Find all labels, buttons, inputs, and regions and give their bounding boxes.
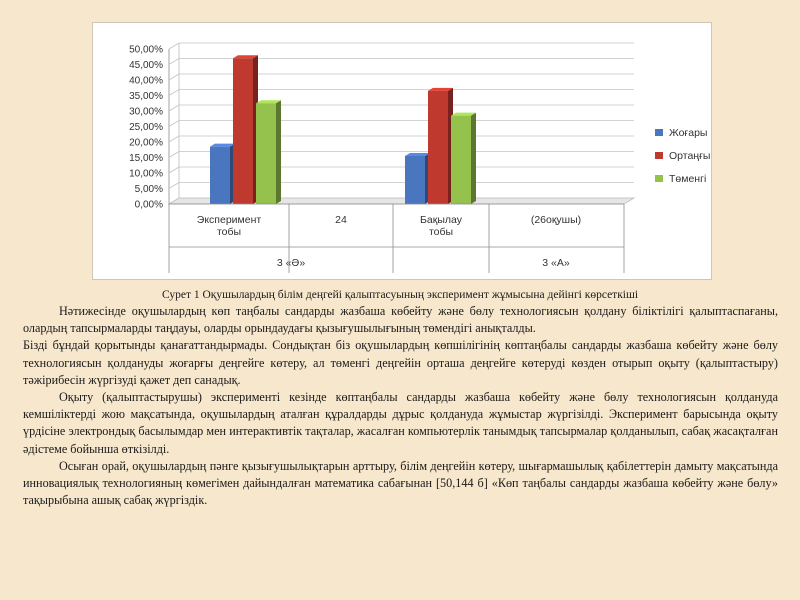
paragraph-2: Бізді бұндай қорытынды қанағаттандырмады. Сондықтан біз оқушылардың көпшілігінің көптаңбалы сандарды жазбаша көбейту және бөлу технологиясын қолдануды жоғарғы деңгейге көтеру, ал төменгі деңгейін орташа деңгейге көтеруді көзден отырып оқыту (қалыптастыру) тәжірибесін жүргізуді қажет деп санадық. [23, 338, 778, 387]
y-tick-label: 50,00% [129, 44, 163, 56]
paragraph-4: Осыған орай, оқушылардың пәнге қызығушылықтарын арттыру, білім деңгейін көтеру, шығармашылық қабілеттерін дамыту мақсатында инновациялық технологияның көмегімен дайындалған математика сабағынан [50,144 б] «Көп таңбалы сандарды жазбаша көбейту және бөлу» тақырыбына ашық сабақ жүргіздік. [23, 458, 778, 508]
bar-chart [93, 23, 713, 281]
gridline-diag [169, 121, 179, 127]
y-tick-label: 30,00% [129, 106, 163, 118]
gridline-diag [169, 90, 179, 96]
bar-side [471, 113, 476, 204]
legend-label: Жоғары [669, 127, 708, 139]
bar [256, 103, 276, 204]
y-tick-label: 35,00% [129, 91, 163, 102]
x-group-label: 3 «А» [542, 257, 570, 269]
legend-label: Ортаңғы [669, 150, 711, 162]
legend-swatch [655, 175, 663, 182]
paragraph-3: Оқыту (қалыптастырушы) эксперименті кезінде көптаңбалы сандарды жазбаша көбейту және бөлу технологиясын қолдануда кемшіліктерді жою мақсатында, оқушылардың аталған құралдарды дұрыс қолдануда жұмыстар жүргізілді. Эксперимент барысында оқыту үрдісіне электрондық басылымдар мен интерактивтік тақталар, жасалған компьютерлік танымдық тапсырмалар қолданылып, сабақ жасақталған әдістеме бойынша өткізілді. [23, 390, 778, 456]
y-tick-label: 45,00% [129, 60, 163, 71]
bar [451, 116, 471, 204]
gridline-diag [169, 43, 179, 49]
y-tick-label: 0,00% [134, 199, 163, 211]
gridline-diag [169, 183, 179, 189]
bar [233, 58, 253, 204]
y-tick-label: 40,00% [129, 75, 163, 87]
bar [428, 91, 448, 204]
chart-frame [92, 22, 712, 280]
paragraph-1: Нәтижесінде оқушылардың көп таңбалы сандарды жазбаша көбейту және бөлу технологиясын қолдану біліктілігі қалыптаспағаны, олардың тапсырмаларды таңдауы, оларды орындаудағы қызығушылығының төмендігі анықталды. [23, 304, 778, 336]
gridline-diag [169, 152, 179, 158]
legend-label: Төменгі [669, 173, 707, 185]
bar-side [276, 100, 281, 204]
x-category-label: Эксперимент тобы [196, 214, 262, 238]
x-group-label: 3 «Ә» [276, 257, 306, 269]
gridline-diag [169, 59, 179, 65]
gridline-diag [169, 136, 179, 142]
y-tick-label: 10,00% [129, 168, 163, 180]
legend-swatch [655, 129, 663, 136]
bar [405, 156, 425, 204]
gridline-diag [169, 105, 179, 111]
y-tick-label: 5,00% [134, 184, 163, 195]
x-category-label: 24 [335, 214, 347, 226]
body-text [23, 303, 778, 509]
y-tick-label: 25,00% [129, 122, 163, 133]
legend-swatch [655, 152, 663, 159]
gridline-diag [169, 167, 179, 173]
x-category-label: (26оқушы) [530, 214, 582, 226]
bar [210, 147, 230, 204]
gridline-diag [169, 74, 179, 80]
y-tick-label: 20,00% [129, 137, 163, 149]
x-category-label: Бақылау тобы [420, 214, 462, 238]
figure-caption: Сурет 1 Оқушылардың білім деңгейі қалыптасуының эксперимент жұмысына дейінгі көрсеткіші [161, 289, 639, 301]
y-tick-label: 15,00% [129, 153, 163, 164]
